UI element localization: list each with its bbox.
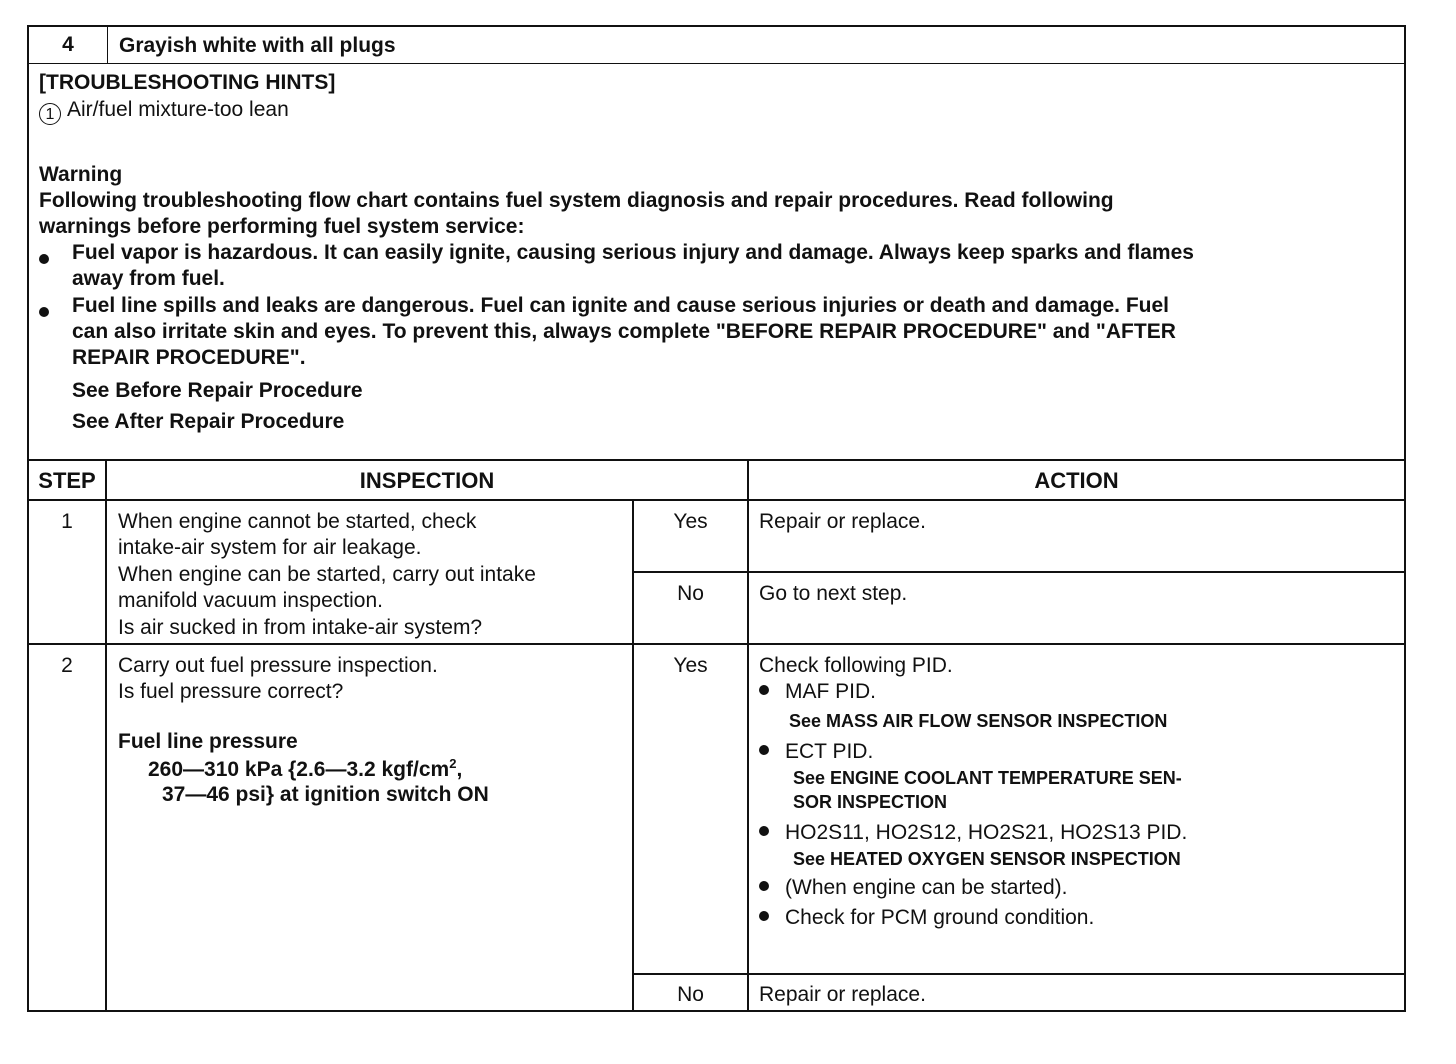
warning-bullet1-line2: away from fuel. xyxy=(72,267,225,290)
bullet-icon xyxy=(759,911,769,921)
bullet-icon xyxy=(759,745,769,755)
step2-inspection-line: Is fuel pressure correct? xyxy=(118,680,344,703)
bullet-icon xyxy=(39,302,65,326)
step1-number: 1 xyxy=(61,510,73,533)
before-repair-link[interactable]: See Before Repair Procedure xyxy=(72,379,363,402)
step2-inspection-line: Carry out fuel pressure inspection. xyxy=(118,654,438,677)
fuel-pressure-spec-line2: 37—46 psi} at ignition switch ON xyxy=(162,783,489,806)
after-repair-link[interactable]: See After Repair Procedure xyxy=(72,410,345,433)
step1-no-action: Go to next step. xyxy=(759,582,908,605)
step2-number: 2 xyxy=(61,654,73,677)
fuel-pressure-spec-title: Fuel line pressure xyxy=(118,730,298,753)
warning-text-line2: warnings before performing fuel system service: xyxy=(39,215,525,238)
table-header-border xyxy=(29,499,1404,501)
see-reference-link[interactable]: See HEATED OXYGEN SENSOR INSPECTION xyxy=(793,849,1181,869)
bullet-icon xyxy=(759,685,769,695)
bullet-icon xyxy=(759,881,769,891)
warning-text-line1: Following troubleshooting flow chart contains fuel system diagnosis and repair procedures. Read following xyxy=(39,189,1114,212)
step2-no-action: Repair or replace. xyxy=(759,983,926,1006)
see-reference-link[interactable]: See ENGINE COOLANT TEMPERATURE SEN- xyxy=(793,768,1182,788)
step1-inspection-line: manifold vacuum inspection. xyxy=(118,589,383,612)
pid-check-item: Check for PCM ground condition. xyxy=(759,906,1094,930)
pid-check-item: ECT PID. xyxy=(759,740,873,764)
section-header xyxy=(29,27,1404,64)
warning-bullet2-line3: REPAIR PROCEDURE". xyxy=(72,346,306,369)
step1-inspection-line: Is air sucked in from intake-air system? xyxy=(118,616,483,639)
warning-bullet2-line1: Fuel line spills and leaks are dangerous. Fuel can ignite and cause serious injuries or death and damage. Fuel xyxy=(72,294,1169,317)
fuel-pressure-spec-line1: 260—310 kPa {2.6—3.2 kgf/$cm^2$, xyxy=(148,756,463,781)
step1-no-label: No xyxy=(677,582,704,605)
section-title: Grayish white with all plugs xyxy=(119,34,396,57)
step1-bottom-border xyxy=(105,643,1404,645)
step2-no-label: No xyxy=(677,983,704,1006)
hints-heading: [TROUBLESHOOTING HINTS] xyxy=(39,71,336,94)
inspection-column-header: INSPECTION xyxy=(359,468,495,493)
answer-column-divider xyxy=(632,499,634,1010)
step1-inspection-line: When engine can be started, carry out intake xyxy=(118,563,536,586)
bullet-icon xyxy=(759,826,769,836)
step1-inspection-line: When engine cannot be started, check xyxy=(118,510,477,533)
step1-yes-label: Yes xyxy=(673,510,708,533)
action-column-divider xyxy=(747,459,749,1010)
step-column-header: STEP xyxy=(38,468,96,493)
step1-bottom-border-left xyxy=(29,643,105,645)
hint-item-text: Air/fuel mixture-too lean xyxy=(67,98,289,121)
warning-bullet2-line2: can also irritate skin and eyes. To prevent this, always complete "BEFORE REPAIR PROCEDURE" and "AFTER xyxy=(72,320,1176,343)
see-reference-link[interactable]: SOR INSPECTION xyxy=(793,792,948,812)
pid-check-item: HO2S11, HO2S12, HO2S21, HO2S13 PID. xyxy=(759,821,1187,845)
warning-bullet1-line1: Fuel vapor is hazardous. It can easily ignite, causing serious injury and damage. Always keep sparks and flames xyxy=(72,241,1194,264)
step2-yes-intro: Check following PID. xyxy=(759,654,953,677)
bullet-icon xyxy=(39,249,65,273)
warning-title: Warning xyxy=(39,163,123,186)
section-number: 4 xyxy=(29,27,108,63)
step1-yes-action: Repair or replace. xyxy=(759,510,926,533)
troubleshooting-document xyxy=(27,25,1406,1012)
pid-check-item: (When engine can be started). xyxy=(759,876,1068,900)
step2-yes-label: Yes xyxy=(673,654,708,677)
see-reference-link[interactable]: See MASS AIR FLOW SENSOR INSPECTION xyxy=(789,711,1168,731)
step-column-divider xyxy=(105,459,107,1010)
step1-inspection-line: intake-air system for air leakage. xyxy=(118,536,422,559)
pid-check-item: MAF PID. xyxy=(759,680,876,704)
hint-item xyxy=(39,98,289,125)
table-top-border xyxy=(29,459,1404,461)
hint-item-marker: 1 xyxy=(39,103,61,125)
action-column-header: ACTION xyxy=(1034,468,1119,493)
